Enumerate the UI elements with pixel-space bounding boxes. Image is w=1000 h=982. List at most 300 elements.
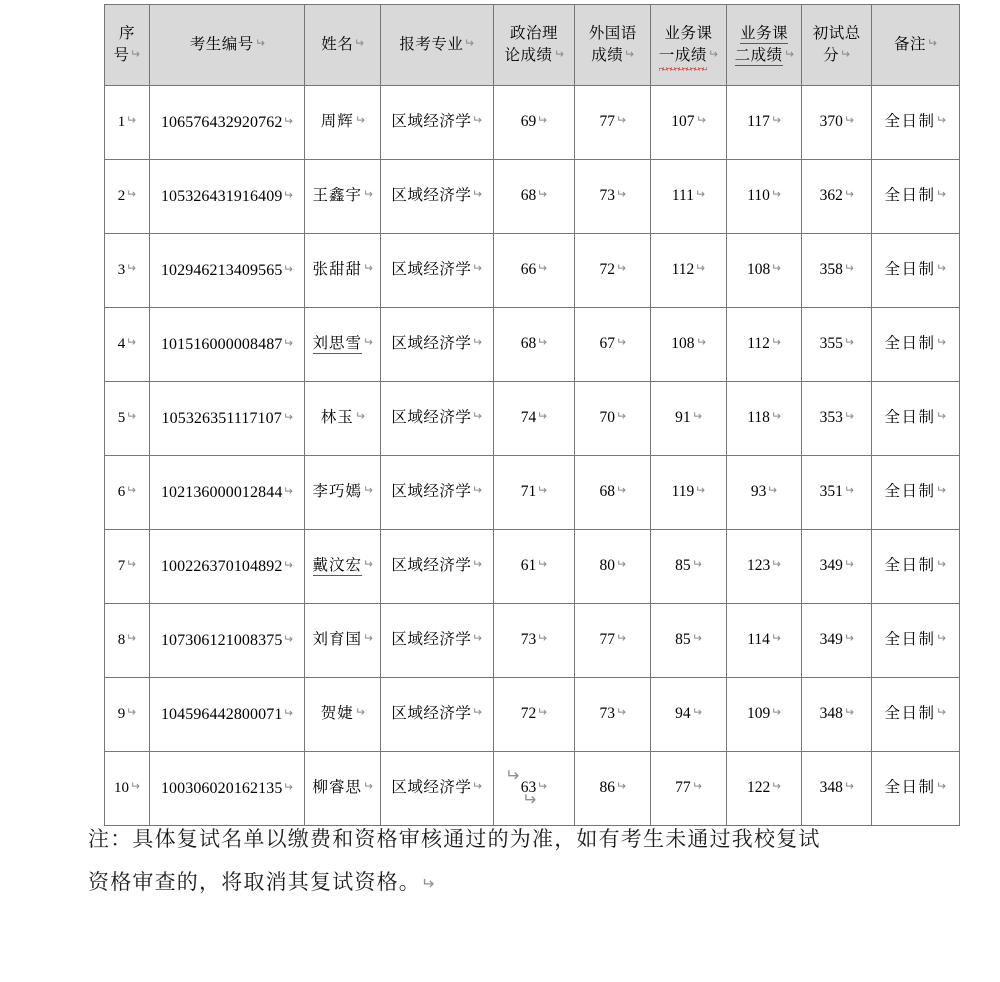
cell-professional-course-2-score-text: 117 bbox=[747, 113, 770, 131]
cell-remark-text: 全日制 bbox=[884, 409, 936, 427]
cell-professional-course-1-score bbox=[651, 86, 727, 160]
paragraph-mark-icon bbox=[522, 790, 536, 810]
header-prof2-line1: 业务课 bbox=[740, 24, 789, 42]
cell-professional-course-2-score bbox=[726, 678, 802, 752]
cell-major bbox=[381, 160, 494, 234]
cell-major bbox=[381, 86, 494, 160]
cell-total-score bbox=[802, 456, 872, 530]
paragraph-mark-icon bbox=[362, 483, 373, 497]
column-header-professional-course-2-score bbox=[726, 5, 802, 86]
cell-politics-score-text: 63 bbox=[520, 779, 537, 797]
cell-seq-text: 6 bbox=[117, 483, 126, 500]
paragraph-mark-icon bbox=[125, 631, 136, 645]
cell-professional-course-1-score-text: 85 bbox=[675, 557, 691, 575]
paragraph-mark-icon bbox=[615, 705, 626, 719]
cell-total-score bbox=[802, 530, 872, 604]
cell-professional-course-1-score-text: 119 bbox=[671, 483, 695, 501]
cell-seq-text: 8 bbox=[117, 631, 126, 648]
column-header-remark bbox=[871, 5, 959, 86]
cell-politics-score-text: 72 bbox=[520, 705, 537, 723]
cell-seq bbox=[105, 86, 150, 160]
paragraph-mark-icon bbox=[536, 261, 547, 275]
grammar-underline-marker bbox=[740, 25, 788, 44]
cell-remark bbox=[871, 530, 959, 604]
cell-candidate-number bbox=[150, 234, 305, 308]
cell-candidate-number-text: 101516000008487 bbox=[160, 335, 283, 353]
cell-remark bbox=[871, 382, 959, 456]
cell-total-score-text: 353 bbox=[819, 409, 843, 427]
column-header-name bbox=[305, 5, 381, 86]
cell-candidate-number-text: 104596442800071 bbox=[160, 705, 283, 723]
cell-total-score-text: 362 bbox=[819, 187, 843, 205]
paragraph-mark-icon bbox=[471, 705, 482, 719]
cell-politics-score bbox=[493, 86, 575, 160]
cell-major bbox=[381, 234, 494, 308]
cell-professional-course-2-score-text: 108 bbox=[746, 261, 771, 279]
cell-foreign-language-score bbox=[575, 530, 651, 604]
table-row bbox=[105, 86, 960, 160]
footer-note-line2: 资格审查的，将取消其复试资格。 bbox=[88, 870, 421, 894]
paragraph-mark-icon bbox=[935, 483, 946, 497]
paragraph-mark-icon bbox=[770, 187, 781, 201]
cell-candidate-number-text: 100306020162135 bbox=[160, 779, 283, 797]
cell-politics-score bbox=[493, 456, 575, 530]
cell-name bbox=[305, 308, 381, 382]
paragraph-mark-icon bbox=[471, 631, 482, 645]
paragraph-mark-icon bbox=[615, 187, 626, 201]
paragraph-mark-icon bbox=[770, 409, 781, 423]
table-row bbox=[105, 456, 960, 530]
paragraph-mark-icon bbox=[694, 483, 705, 497]
cell-major-text: 区域经济学 bbox=[391, 113, 472, 131]
cell-seq bbox=[105, 530, 150, 604]
paragraph-mark-icon bbox=[282, 114, 293, 128]
header-seq-line1: 序 bbox=[118, 24, 135, 42]
cell-candidate-number-text: 102946213409565 bbox=[160, 261, 283, 279]
cell-politics-score-text: 74 bbox=[520, 409, 537, 427]
cell-foreign-language-score bbox=[575, 382, 651, 456]
results-table bbox=[104, 4, 960, 826]
spellcheck-wave-marker bbox=[659, 45, 707, 67]
paragraph-mark-icon bbox=[623, 47, 634, 61]
paragraph-mark-icon bbox=[129, 47, 140, 61]
grammar-underline-marker bbox=[313, 335, 363, 354]
cell-total-score-text: 355 bbox=[819, 335, 843, 353]
cell-total-score-text: 348 bbox=[819, 779, 843, 797]
cell-total-score-text: 351 bbox=[819, 483, 843, 501]
paragraph-mark-icon bbox=[691, 705, 702, 719]
cell-professional-course-1-score-text: 94 bbox=[675, 705, 691, 723]
cell-major-text: 区域经济学 bbox=[391, 187, 472, 205]
cell-total-score bbox=[802, 234, 872, 308]
table-row bbox=[105, 308, 960, 382]
cell-politics-score-text: 61 bbox=[520, 557, 537, 575]
cell-seq bbox=[105, 604, 150, 678]
cell-professional-course-2-score-text: 123 bbox=[746, 557, 771, 575]
cell-professional-course-2-score-text: 118 bbox=[747, 409, 770, 427]
header-for-line1: 外国语 bbox=[588, 24, 637, 42]
cell-seq bbox=[105, 456, 150, 530]
cell-name bbox=[305, 234, 381, 308]
cell-foreign-language-score bbox=[575, 456, 651, 530]
cell-major-text: 区域经济学 bbox=[391, 557, 472, 575]
paragraph-mark-icon bbox=[770, 779, 781, 793]
cell-total-score bbox=[802, 678, 872, 752]
table-row bbox=[105, 382, 960, 456]
paragraph-mark-icon bbox=[536, 557, 547, 571]
paragraph-mark-icon bbox=[536, 705, 547, 719]
paragraph-mark-icon bbox=[770, 335, 781, 349]
header-name-line1: 姓名 bbox=[321, 35, 354, 53]
cell-seq-text: 1 bbox=[117, 113, 126, 130]
table-header bbox=[105, 5, 960, 86]
paragraph-mark-icon bbox=[125, 335, 136, 349]
cell-seq-text: 9 bbox=[117, 705, 126, 722]
paragraph-mark-icon bbox=[695, 113, 706, 127]
cell-major bbox=[381, 456, 494, 530]
cell-name bbox=[305, 160, 381, 234]
header-seq-line2: 号 bbox=[113, 47, 130, 64]
cell-foreign-language-score bbox=[575, 86, 651, 160]
header-pol-line2: 论成绩 bbox=[504, 47, 553, 64]
paragraph-mark-icon bbox=[935, 557, 946, 571]
cell-professional-course-1-score-text: 111 bbox=[671, 187, 694, 205]
cell-foreign-language-score-text: 73 bbox=[599, 705, 615, 723]
cell-professional-course-2-score bbox=[726, 234, 802, 308]
cell-professional-course-2-score bbox=[726, 382, 802, 456]
cell-politics-score bbox=[493, 234, 575, 308]
column-header-professional-course-1-score bbox=[651, 5, 727, 86]
cell-candidate-number-text: 106576432920762 bbox=[160, 113, 283, 131]
paragraph-mark-icon bbox=[536, 335, 547, 349]
paragraph-mark-icon bbox=[254, 36, 265, 50]
paragraph-mark-icon bbox=[505, 766, 519, 786]
cell-remark-text: 全日制 bbox=[884, 705, 936, 723]
cell-seq-text: 2 bbox=[117, 187, 126, 204]
cell-professional-course-2-score-text: 122 bbox=[746, 779, 771, 797]
footer-note bbox=[88, 818, 918, 905]
cell-professional-course-1-score bbox=[651, 308, 727, 382]
column-header-candidate-number bbox=[150, 5, 305, 86]
paragraph-mark-icon bbox=[935, 631, 946, 645]
cell-name-text: 贺婕 bbox=[320, 705, 354, 723]
paragraph-mark-icon bbox=[536, 113, 547, 127]
paragraph-mark-icon bbox=[536, 779, 547, 793]
cell-foreign-language-score-text: 67 bbox=[599, 335, 615, 353]
paragraph-mark-icon bbox=[362, 335, 373, 349]
header-for-line2: 成绩 bbox=[591, 47, 624, 64]
cell-professional-course-2-score bbox=[726, 752, 802, 826]
header-remark-line1: 备注 bbox=[893, 35, 926, 53]
paragraph-mark-icon bbox=[843, 113, 854, 127]
cell-remark bbox=[871, 160, 959, 234]
header-pol-line1: 政治理 bbox=[510, 24, 559, 42]
cell-name-text: 刘思雪 bbox=[312, 335, 363, 353]
cell-politics-score-text: 68 bbox=[520, 335, 537, 353]
cell-candidate-number bbox=[150, 678, 305, 752]
paragraph-mark-icon bbox=[282, 410, 293, 424]
cell-candidate-number bbox=[150, 308, 305, 382]
cell-major bbox=[381, 604, 494, 678]
header-num-line1: 考生编号 bbox=[189, 35, 254, 53]
cell-professional-course-2-score bbox=[726, 160, 802, 234]
cell-politics-score bbox=[493, 604, 575, 678]
paragraph-mark-icon bbox=[691, 409, 702, 423]
paragraph-mark-icon bbox=[691, 779, 702, 793]
cell-politics-score-text: 69 bbox=[520, 113, 537, 131]
paragraph-mark-icon bbox=[615, 631, 626, 645]
column-header-total-score bbox=[802, 5, 872, 86]
cell-major-text: 区域经济学 bbox=[391, 483, 472, 501]
paragraph-mark-icon bbox=[843, 187, 854, 201]
cell-major bbox=[381, 308, 494, 382]
cell-politics-score bbox=[493, 530, 575, 604]
header-prof1-line2: 一成绩 bbox=[658, 47, 707, 64]
paragraph-mark-icon bbox=[471, 113, 482, 127]
paragraph-mark-icon bbox=[471, 483, 482, 497]
cell-name-text: 李巧嫣 bbox=[312, 483, 363, 501]
paragraph-mark-icon bbox=[843, 557, 854, 571]
cell-remark-text: 全日制 bbox=[884, 187, 936, 205]
cell-candidate-number bbox=[150, 86, 305, 160]
cell-foreign-language-score-text: 80 bbox=[599, 557, 615, 575]
paragraph-mark-icon bbox=[766, 483, 777, 497]
cell-name bbox=[305, 86, 381, 160]
cell-foreign-language-score-text: 68 bbox=[599, 483, 615, 501]
cell-candidate-number-text: 102136000012844 bbox=[160, 483, 283, 501]
table-body bbox=[105, 86, 960, 826]
paragraph-mark-icon bbox=[694, 187, 705, 201]
cell-seq-text: 5 bbox=[117, 409, 126, 426]
cell-professional-course-1-score bbox=[651, 678, 727, 752]
paragraph-mark-icon bbox=[125, 705, 136, 719]
paragraph-mark-icon bbox=[282, 706, 293, 720]
paragraph-mark-icon bbox=[125, 483, 136, 497]
table-row bbox=[105, 752, 960, 826]
cell-seq bbox=[105, 678, 150, 752]
paragraph-mark-icon bbox=[125, 187, 136, 201]
paragraph-mark-icon bbox=[843, 409, 854, 423]
grammar-underline-marker bbox=[735, 47, 783, 66]
header-prof1-line1: 业务课 bbox=[664, 24, 713, 42]
paragraph-mark-icon bbox=[282, 558, 293, 572]
cell-total-score-text: 349 bbox=[819, 631, 843, 649]
cell-name-text: 林玉 bbox=[320, 409, 354, 427]
cell-professional-course-1-score-text: 107 bbox=[671, 113, 695, 131]
paragraph-mark-icon bbox=[471, 779, 482, 793]
cell-seq bbox=[105, 382, 150, 456]
cell-professional-course-1-score-text: 85 bbox=[675, 631, 691, 649]
table-row bbox=[105, 234, 960, 308]
paragraph-mark-icon bbox=[125, 557, 136, 571]
paragraph-mark-icon bbox=[935, 335, 946, 349]
cell-total-score-text: 349 bbox=[819, 557, 843, 575]
paragraph-mark-icon bbox=[843, 335, 854, 349]
cell-name bbox=[305, 530, 381, 604]
cell-professional-course-2-score-text: 114 bbox=[747, 631, 770, 649]
cell-politics-score bbox=[493, 752, 575, 826]
cell-seq bbox=[105, 234, 150, 308]
paragraph-mark-icon bbox=[783, 47, 794, 61]
paragraph-mark-icon bbox=[935, 113, 946, 127]
paragraph-mark-icon bbox=[353, 36, 364, 50]
cell-remark bbox=[871, 86, 959, 160]
paragraph-mark-icon bbox=[935, 261, 946, 275]
cell-foreign-language-score bbox=[575, 234, 651, 308]
cell-candidate-number bbox=[150, 160, 305, 234]
cell-foreign-language-score-text: 70 bbox=[599, 409, 615, 427]
cell-professional-course-2-score bbox=[726, 308, 802, 382]
paragraph-mark-icon bbox=[536, 409, 547, 423]
paragraph-mark-icon bbox=[935, 779, 946, 793]
cell-remark-text: 全日制 bbox=[884, 557, 936, 575]
cell-total-score bbox=[802, 308, 872, 382]
cell-remark-text: 全日制 bbox=[884, 335, 936, 353]
cell-foreign-language-score bbox=[575, 752, 651, 826]
paragraph-mark-icon bbox=[770, 261, 781, 275]
cell-seq-text: 4 bbox=[117, 335, 126, 352]
paragraph-mark-icon bbox=[926, 36, 937, 50]
paragraph-mark-icon bbox=[129, 779, 140, 793]
paragraph-mark-icon bbox=[125, 409, 136, 423]
cell-professional-course-2-score-text: 109 bbox=[746, 705, 771, 723]
table-row bbox=[105, 160, 960, 234]
cell-professional-course-2-score bbox=[726, 604, 802, 678]
cell-major-text: 区域经济学 bbox=[391, 779, 472, 797]
cell-remark bbox=[871, 678, 959, 752]
cell-candidate-number-text: 100226370104892 bbox=[160, 557, 283, 575]
paragraph-mark-icon bbox=[615, 335, 626, 349]
paragraph-mark-icon bbox=[843, 705, 854, 719]
cell-politics-score-text: 73 bbox=[520, 631, 537, 649]
paragraph-mark-icon bbox=[362, 779, 373, 793]
cell-seq bbox=[105, 160, 150, 234]
cell-total-score bbox=[802, 160, 872, 234]
paragraph-mark-icon bbox=[362, 187, 373, 201]
cell-total-score-text: 348 bbox=[819, 705, 843, 723]
paragraph-mark-icon bbox=[694, 261, 705, 275]
cell-professional-course-2-score bbox=[726, 456, 802, 530]
cell-foreign-language-score bbox=[575, 678, 651, 752]
paragraph-mark-icon bbox=[935, 409, 946, 423]
cell-seq-text: 3 bbox=[117, 261, 126, 278]
paragraph-mark-icon bbox=[282, 484, 293, 498]
cell-name-text: 刘育国 bbox=[312, 631, 363, 649]
cell-remark-text: 全日制 bbox=[884, 779, 936, 797]
table-row bbox=[105, 678, 960, 752]
cell-candidate-number bbox=[150, 530, 305, 604]
paragraph-mark-icon bbox=[282, 262, 293, 276]
paragraph-mark-icon bbox=[707, 47, 718, 61]
paragraph-mark-icon bbox=[282, 336, 293, 350]
cell-professional-course-1-score bbox=[651, 530, 727, 604]
cell-total-score-text: 370 bbox=[819, 113, 843, 131]
cell-remark-text: 全日制 bbox=[884, 113, 936, 131]
cell-name-text: 王鑫宇 bbox=[312, 187, 363, 205]
column-header-major bbox=[381, 5, 494, 86]
column-header-seq bbox=[105, 5, 150, 86]
cell-candidate-number-text: 107306121008375 bbox=[160, 631, 283, 649]
paragraph-mark-icon bbox=[843, 483, 854, 497]
paragraph-mark-icon bbox=[691, 631, 702, 645]
cell-major bbox=[381, 678, 494, 752]
cell-major bbox=[381, 752, 494, 826]
cell-total-score bbox=[802, 382, 872, 456]
cell-total-score bbox=[802, 604, 872, 678]
cell-politics-score-text: 68 bbox=[520, 187, 537, 205]
cell-foreign-language-score-text: 77 bbox=[599, 113, 615, 131]
paragraph-mark-icon bbox=[471, 557, 482, 571]
cell-major bbox=[381, 530, 494, 604]
cell-candidate-number-text: 105326431916409 bbox=[160, 187, 283, 205]
paragraph-mark-icon bbox=[536, 483, 547, 497]
cell-seq-text: 10 bbox=[113, 779, 129, 796]
cell-remark bbox=[871, 456, 959, 530]
paragraph-mark-icon bbox=[615, 113, 626, 127]
paragraph-mark-icon bbox=[935, 187, 946, 201]
cell-professional-course-1-score bbox=[651, 160, 727, 234]
column-header-foreign-language-score bbox=[575, 5, 651, 86]
paragraph-mark-icon bbox=[615, 779, 626, 793]
cell-foreign-language-score bbox=[575, 604, 651, 678]
cell-name bbox=[305, 752, 381, 826]
cell-name bbox=[305, 382, 381, 456]
grammar-underline-marker bbox=[313, 557, 363, 576]
results-table-container bbox=[104, 4, 960, 826]
cell-professional-course-2-score-text: 110 bbox=[747, 187, 770, 205]
table-row bbox=[105, 604, 960, 678]
cell-politics-score bbox=[493, 308, 575, 382]
paragraph-mark-icon bbox=[615, 483, 626, 497]
cell-name-text: 柳睿思 bbox=[312, 779, 363, 797]
paragraph-mark-icon bbox=[421, 874, 434, 893]
cell-professional-course-1-score bbox=[651, 234, 727, 308]
cell-professional-course-2-score-text: 112 bbox=[747, 335, 770, 353]
cell-professional-course-1-score-text: 91 bbox=[675, 409, 691, 427]
cell-major-text: 区域经济学 bbox=[391, 705, 472, 723]
cell-major-text: 区域经济学 bbox=[391, 335, 472, 353]
paragraph-mark-icon bbox=[125, 113, 136, 127]
paragraph-mark-icon bbox=[354, 409, 365, 423]
cell-candidate-number bbox=[150, 752, 305, 826]
paragraph-mark-icon bbox=[691, 557, 702, 571]
cell-total-score-text: 358 bbox=[819, 261, 843, 279]
paragraph-mark-icon bbox=[362, 261, 373, 275]
cell-foreign-language-score bbox=[575, 308, 651, 382]
cell-major-text: 区域经济学 bbox=[391, 409, 472, 427]
cell-major bbox=[381, 382, 494, 456]
paragraph-mark-icon bbox=[282, 780, 293, 794]
header-row bbox=[105, 5, 960, 86]
cell-candidate-number bbox=[150, 456, 305, 530]
paragraph-mark-icon bbox=[770, 113, 781, 127]
cell-name-text: 周辉 bbox=[320, 113, 354, 131]
cell-politics-score-text: 66 bbox=[520, 261, 537, 279]
paragraph-mark-icon bbox=[770, 557, 781, 571]
cell-remark-text: 全日制 bbox=[884, 261, 936, 279]
paragraph-mark-icon bbox=[282, 188, 293, 202]
paragraph-mark-icon bbox=[615, 409, 626, 423]
cell-remark bbox=[871, 234, 959, 308]
paragraph-mark-icon bbox=[362, 557, 373, 571]
paragraph-mark-icon bbox=[362, 631, 373, 645]
cell-name bbox=[305, 456, 381, 530]
paragraph-mark-icon bbox=[553, 47, 564, 61]
cell-seq bbox=[105, 752, 150, 826]
paragraph-mark-icon bbox=[843, 779, 854, 793]
paragraph-mark-icon bbox=[843, 261, 854, 275]
paragraph-mark-icon bbox=[615, 261, 626, 275]
